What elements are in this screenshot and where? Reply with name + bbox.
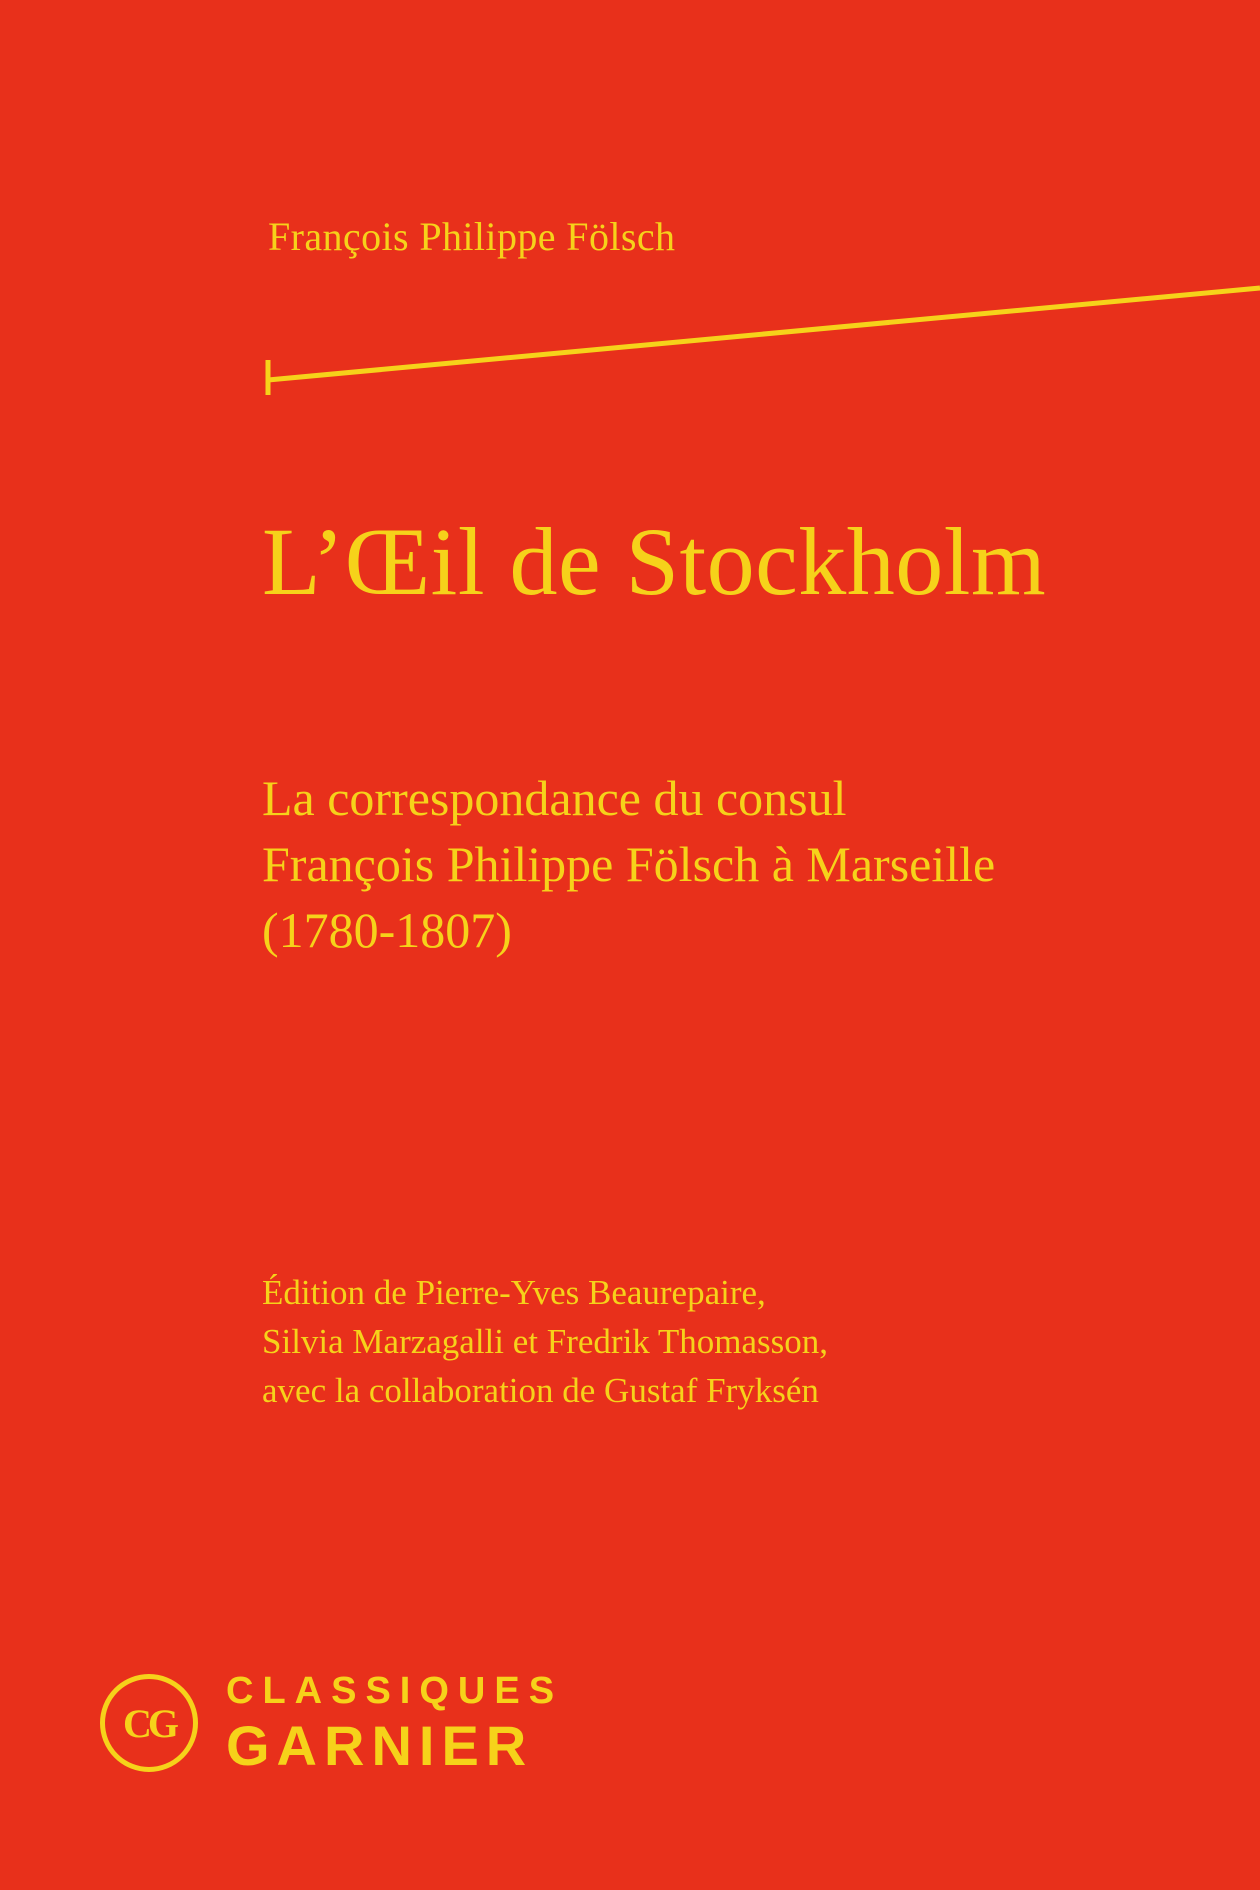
publisher-name-line-2: GARNIER (226, 1714, 534, 1777)
decorative-rule (0, 270, 1260, 410)
classiques-garnier-logo-icon (100, 1674, 198, 1772)
editors-line: Édition de Pierre-Yves Beaurepaire, (262, 1273, 766, 1312)
publisher-block (100, 1670, 564, 1777)
subtitle-line: (1780-1807) (262, 902, 512, 958)
editors-credit (262, 1268, 1082, 1415)
publisher-name-line-1: CLASSIQUES (226, 1670, 564, 1712)
editors-line: avec la collaboration de Gustaf Fryksén (262, 1371, 819, 1410)
author-name: François Philippe Fölsch (268, 214, 676, 259)
editors-line: Silvia Marzagalli et Fredrik Thomasson, (262, 1322, 829, 1361)
logo-monogram: CG (123, 1700, 175, 1746)
book-title: L’Œil de Stockholm (262, 508, 1047, 615)
publisher-name (226, 1670, 564, 1777)
book-subtitle (262, 765, 1122, 963)
decorative-rule-svg (0, 270, 1260, 410)
subtitle-line: La correspondance du consul (262, 770, 847, 826)
subtitle-line: François Philippe Fölsch à Marseille (262, 836, 996, 892)
